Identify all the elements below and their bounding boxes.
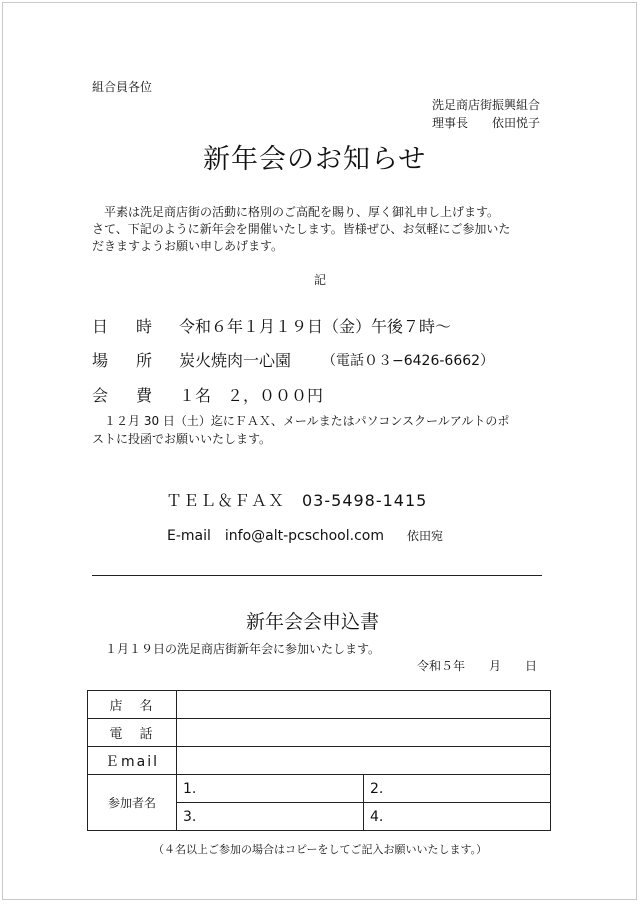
- form-note: （４名以上ご参加の場合はコピーをしてご記入お願いいたします。）: [153, 843, 488, 856]
- deadline-line-1: １２月 30 日（土）迄にＦＡＸ、メールまたはパソコンスクールアルトのポ: [92, 414, 510, 428]
- organization-name: 洗足商店街振興組合: [432, 98, 541, 112]
- fee-value: １名 ２，０００円: [179, 386, 324, 405]
- greeting-line-2: さて、下記のように新年会を開催いたします。皆様ぜひ、お気軽にご参加いた: [92, 222, 511, 236]
- table-row-participants-1: [88, 775, 551, 803]
- addressee: 組合員各位: [92, 80, 153, 94]
- shop-name-label: 店 名: [88, 691, 177, 719]
- page-title: 新年会のお知らせ: [203, 144, 427, 175]
- tel-fax: ＴＥＬ＆ＦＡＸ 03-5498-1415: [166, 491, 428, 510]
- datetime-label: 日 時: [92, 317, 159, 336]
- greeting-line-1: 平素は洗足商店街の活動に格別のご高配を賜り、厚く御礼申し上げます。: [92, 205, 500, 219]
- email-label: Ｅmail: [88, 747, 177, 775]
- application-form-table: [87, 690, 551, 831]
- participant-4-field[interactable]: 4.: [364, 803, 551, 831]
- place-label: 場 所: [92, 351, 159, 370]
- deadline-line-2: ストに投函でお願いいたします。: [92, 432, 272, 446]
- form-title: 新年会会申込書: [246, 611, 380, 633]
- fee-label: 会 費: [92, 386, 159, 405]
- greeting-line-3: だきますようお願い申しあげます。: [92, 239, 284, 253]
- place-value: 炭火焼肉一心園: [179, 351, 292, 370]
- cut-line: [92, 575, 542, 576]
- email-field[interactable]: [177, 747, 551, 775]
- table-row-phone: [88, 719, 551, 747]
- participants-label: 参加者名: [88, 775, 177, 831]
- participant-3-field[interactable]: 3.: [177, 803, 364, 831]
- sender-name: 理事長 依田悦子: [432, 116, 541, 130]
- email-recipient: 依田宛: [407, 529, 444, 543]
- form-date: 令和５年 月 日: [417, 659, 538, 673]
- participant-1-field[interactable]: 1.: [177, 775, 364, 803]
- shop-name-field[interactable]: [177, 691, 551, 719]
- form-intro: １月１９日の洗足商店街新年会に参加いたします。: [105, 642, 381, 656]
- phone-label: 電 話: [88, 719, 177, 747]
- ki-heading: 記: [314, 273, 327, 287]
- table-row-email: [88, 747, 551, 775]
- email-address: E-mail info@alt-pcschool.com: [167, 528, 384, 544]
- phone-field[interactable]: [177, 719, 551, 747]
- datetime-value: 令和６年１月１９日（金）午後７時～: [179, 317, 452, 336]
- participant-2-field[interactable]: 2.: [364, 775, 551, 803]
- place-phone: （電話０３−6426-6662）: [322, 353, 495, 369]
- table-row-shop: [88, 691, 551, 719]
